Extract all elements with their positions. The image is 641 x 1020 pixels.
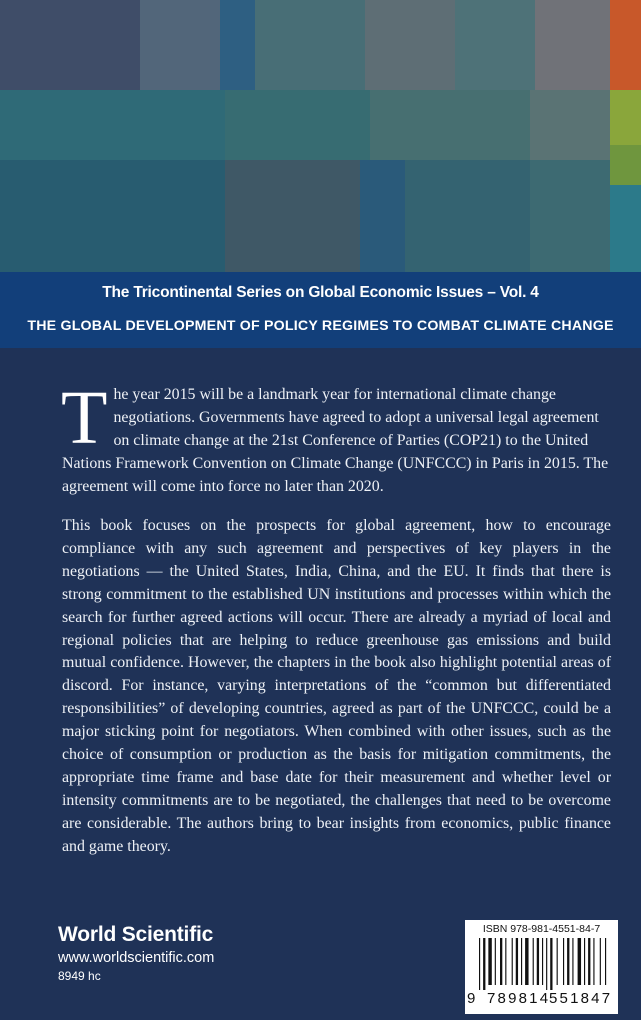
isbn-barcode [465, 920, 618, 1014]
cover-art-mosaic [0, 0, 641, 272]
barcode-digits [465, 989, 618, 1009]
barcode-bar [600, 938, 601, 985]
drop-cap: T [61, 376, 108, 460]
barcode-bar [500, 938, 502, 985]
barcode-bar [584, 938, 585, 985]
publisher-url: www.worldscientific.com [58, 950, 215, 966]
barcode-bar [557, 938, 558, 985]
barcode-bar [516, 938, 518, 985]
barcode-bar [483, 938, 485, 990]
barcode-bar [578, 938, 581, 985]
title-band [0, 272, 641, 348]
product-code: 8949 hc [58, 969, 101, 983]
barcode-bar [572, 938, 573, 985]
barcode-bar [505, 938, 506, 985]
barcode-bar [605, 938, 606, 985]
isbn-label: ISBN 978-981-4551-84-7 [482, 923, 601, 935]
series-title: The Tricontinental Series on Global Economic Issues – Vol. 4 [102, 284, 539, 301]
barcode-bars [477, 938, 607, 990]
barcode-bar [593, 938, 594, 985]
publisher-name: World Scientific [58, 923, 214, 946]
barcode-bar [567, 938, 569, 985]
barcode-bar [588, 938, 590, 985]
blurb-paragraph-2: This book focuses on the prospects for global agreement, how to encourage compliance with any such agreement and perspectives of key players in the negotiations — the United States, India, China, and the EU. It finds that there is strong commitment to the established UN institutions and processes within which the search for further agreed actions will occur. There are already a myriad of local and regional policies that are helping to reduce greenhouse gas emissions and build mutual confidence. However, the chapters in the book also highlight potential areas of discord. For instance, varying interpretations of the “common but differentiated responsibilities” of developing countries, agreed as part of the UNFCCC, could be a major sticking point for negotiators. When combined with other issues, such as the choice of consumption or production as the basis for mitigation commitments, the appropriate time frame and base date for their measurement and whether level or intensity commitments are to be negotiated, the challenges that need to be overcome are considerable. The authors bring to bear insights from economics, public finance and game theory. [62, 517, 611, 855]
blurb-paragraph-1 [61, 376, 611, 499]
barcode-bar [533, 938, 534, 985]
barcode-right-group: 551847 [549, 990, 613, 1007]
barcode-bar [542, 938, 543, 985]
book-title: THE GLOBAL DEVELOPMENT OF POLICY REGIMES TO COMBAT CLIMATE CHANGE [27, 318, 614, 334]
barcode-bar [479, 938, 480, 990]
barcode-bar [563, 938, 564, 985]
barcode-bar [495, 938, 496, 985]
barcode-bar [512, 938, 513, 985]
barcode-bar [546, 938, 547, 990]
barcode-bar [550, 938, 552, 990]
barcode-first-digit: 9 [467, 990, 476, 1007]
barcode-bar [521, 938, 522, 985]
barcode-bar [488, 938, 491, 985]
paragraph-1-text: he year 2015 will be a landmark year for international climate change negotiations. Governments have agreed to adopt a universal legal agreement on climate change at the 21st Conference of Parties (COP21) to the United Nations Framework Convention on Climate Change (UNFCCC) in Paris in 2015. The agreement will come into force no later than 2020. [62, 386, 609, 495]
barcode-bar [525, 938, 528, 985]
barcode-bar [537, 938, 539, 985]
barcode-left-group: 789814 [487, 990, 551, 1007]
